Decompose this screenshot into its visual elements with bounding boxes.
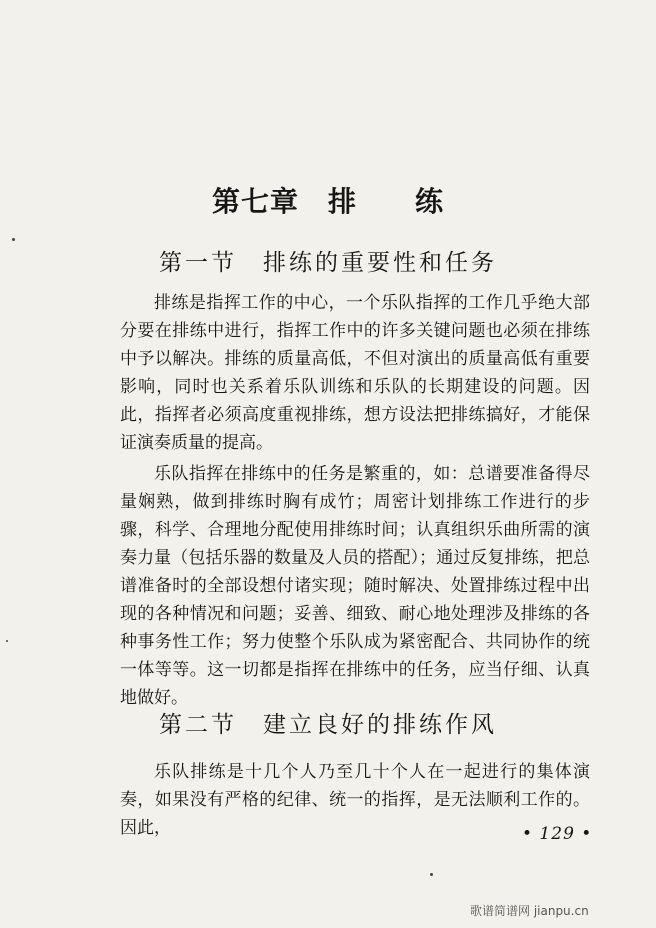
paragraph: 乐队指挥在排练中的任务是繁重的，如：总谱要准备得尽量娴熟，做到排练时胸有成竹；周密计划排练工作进行的步骤，科学、合理地分配使用排练时间；认真组织乐曲所需的演奏力量（包括乐器的数量及人员的搭配）；通过反复排练，把总谱准备时的全部设想付诸实现；随时解决、处置排练过程中出现的各种情况和问题；妥善、细致、耐心地处理涉及排练的各种事务性工作；努力使整个乐队成为紧密配合、共同协作的统一体等等。这一切都是指挥在排练中的任务，应当仔细、认真地做好。 (120, 464, 590, 708)
scan-speck (12, 238, 15, 241)
chapter-title: 第七章 排 练 (211, 185, 444, 218)
paragraph: 排练是指挥工作的中心，一个乐队指挥的工作几乎绝大部分要在排练中进行，指挥工作中的许多关键问题也必须在排练中予以解决。排练的质量高低，不但对演出的质量高低有重要影响，同时也关系着乐队训练和乐队的长期建设的问题。因此，指挥者必须高度重视排练，想方设法把排练搞好，才能保证演奏质量的提高。 (120, 293, 590, 453)
scan-speck (6, 640, 8, 642)
section-title-2: 第二节 建立良好的排练作风 (159, 712, 497, 738)
scan-speck (430, 873, 433, 876)
paragraph: 乐队排练是十几个人乃至几十个人在一起进行的集体演奏，如果没有严格的纪律、统一的指挥，是无法顺利工作的。因此， (120, 762, 590, 838)
section-title-1: 第一节 排练的重要性和任务 (159, 250, 497, 276)
page-number: • 129 • (522, 824, 593, 844)
site-watermark: 歌谱简谱网 jianpu.cn (470, 904, 589, 918)
